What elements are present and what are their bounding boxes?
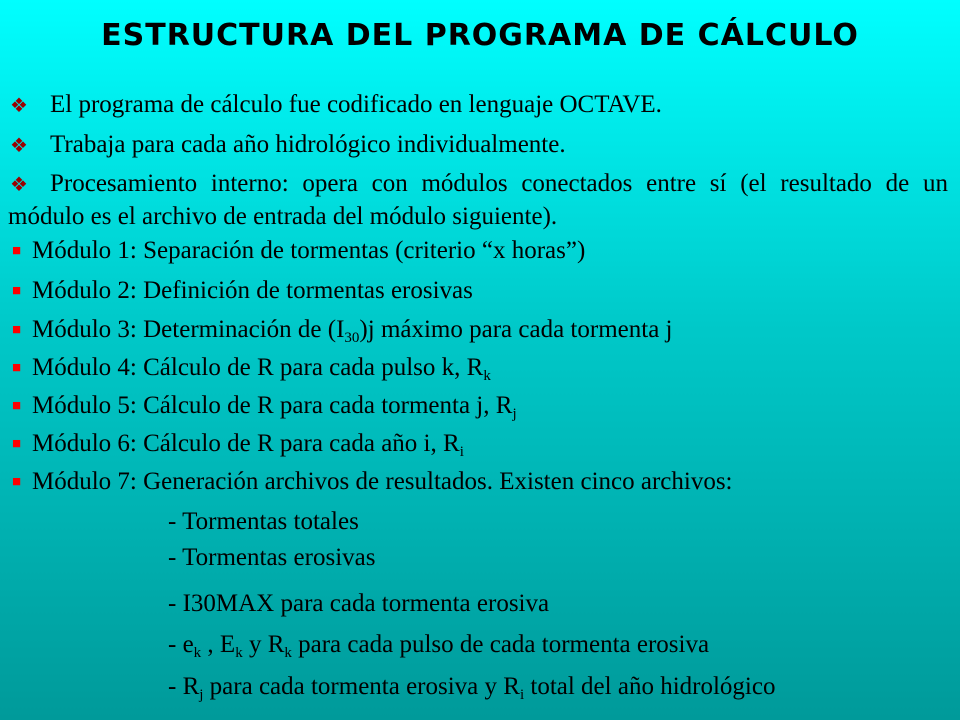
subscript: k xyxy=(193,645,202,661)
bullet-text-1: El programa de cálculo fue codificado en lenguaje OCTAVE. xyxy=(50,91,662,118)
bullet-text-3: Procesamiento interno: opera con módulos conectados entre sí (el resultado de un módulo es el archivo de entrada del módulo siguiente). xyxy=(8,170,948,230)
square-bullet-icon: ■ xyxy=(12,322,22,338)
bullet-item-1 xyxy=(10,90,662,121)
module-item-4 xyxy=(12,353,491,383)
diamond-bullet-icon: ❖ xyxy=(10,95,28,117)
module-text-5: Módulo 5: Cálculo de R para cada tormenta j, R xyxy=(32,392,513,419)
module-item-1 xyxy=(12,236,585,266)
module-item-5 xyxy=(12,391,517,421)
file-item-5 xyxy=(168,672,775,702)
module-text-4: Módulo 4: Cálculo de R para cada pulso k, R xyxy=(32,354,484,381)
bullet-item-2 xyxy=(10,130,566,161)
slide-title: ESTRUCTURA DEL PROGRAMA DE CÁLCULO xyxy=(101,18,859,53)
subscript: k xyxy=(483,368,491,384)
subscript: i xyxy=(459,444,464,460)
subscript: 30 xyxy=(344,330,360,346)
subscript: k xyxy=(284,645,292,661)
module-text-2: Módulo 2: Definición de tormentas erosivas xyxy=(32,277,473,304)
module-text-7: Módulo 7: Generación archivos de resultados. Existen cinco archivos: xyxy=(32,468,733,495)
subscript: j xyxy=(199,687,204,703)
module-item-7 xyxy=(12,467,733,497)
subscript: k xyxy=(235,645,243,661)
bullet-item-3 xyxy=(8,168,948,233)
file-item-2: - Tormentas erosivas xyxy=(168,544,376,571)
file-text: - R xyxy=(168,673,200,700)
square-bullet-icon: ■ xyxy=(12,243,22,259)
file-text: para cada pulso de cada tormenta erosiva xyxy=(291,631,710,658)
module-text-3: Módulo 3: Determinación de (I xyxy=(32,316,345,343)
file-item-3: - I30MAX para cada tormenta erosiva xyxy=(168,590,550,617)
diamond-bullet-icon: ❖ xyxy=(10,174,28,196)
module-item-2 xyxy=(12,276,473,306)
file-text: para cada tormenta erosiva y R xyxy=(203,673,520,700)
square-bullet-icon: ■ xyxy=(12,474,22,490)
bullet-text-2: Trabaja para cada año hidrológico individualmente. xyxy=(50,131,566,158)
module-text-3-cont: )j máximo para cada tormenta j xyxy=(359,316,673,343)
square-bullet-icon: ■ xyxy=(12,436,22,452)
diamond-bullet-icon: ❖ xyxy=(10,135,28,157)
subscript: j xyxy=(512,406,517,422)
file-text: total del año hidrológico xyxy=(524,673,776,700)
module-text-6: Módulo 6: Cálculo de R para cada año i, R xyxy=(32,430,460,457)
file-text: - e xyxy=(168,631,194,658)
file-item-1: - Tormentas totales xyxy=(168,508,359,535)
file-text: , E xyxy=(201,631,236,658)
module-item-3 xyxy=(12,315,672,345)
square-bullet-icon: ■ xyxy=(12,360,22,376)
module-item-6 xyxy=(12,429,464,459)
subscript: i xyxy=(519,687,525,703)
square-bullet-icon: ■ xyxy=(12,283,22,299)
square-bullet-icon: ■ xyxy=(12,398,22,414)
module-text-1: Módulo 1: Separación de tormentas (criterio “x horas”) xyxy=(32,237,586,264)
file-item-4 xyxy=(168,630,709,660)
file-text: y R xyxy=(242,631,285,658)
